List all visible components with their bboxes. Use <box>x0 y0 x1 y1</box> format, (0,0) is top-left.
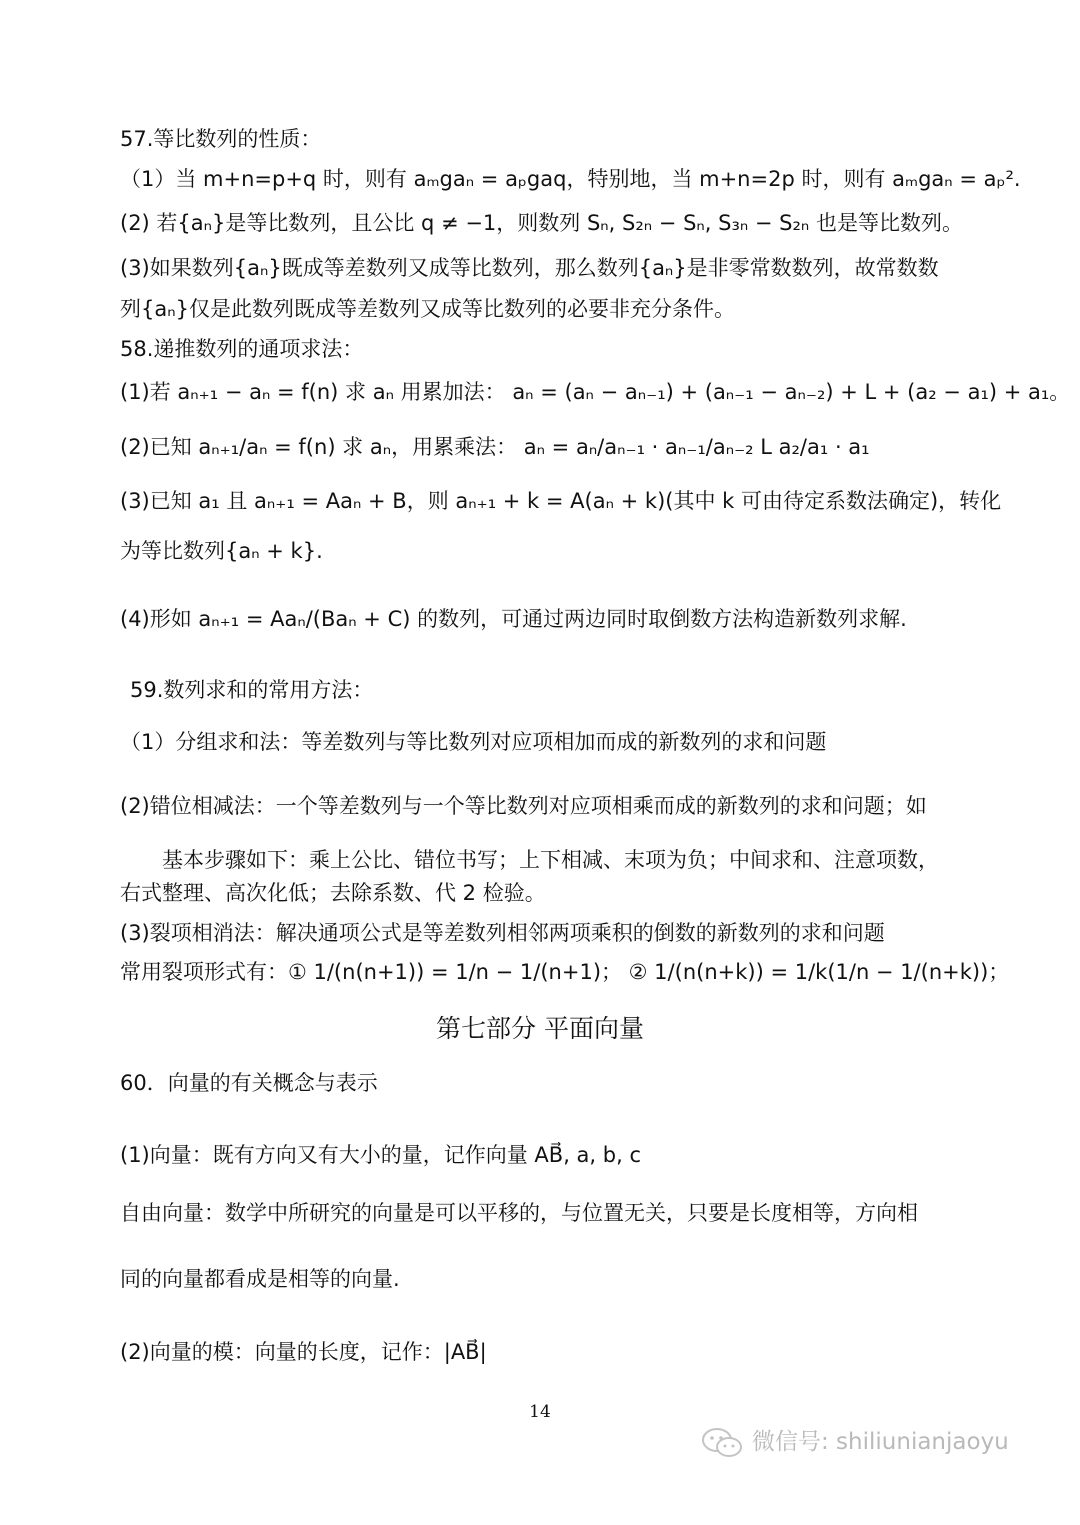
item-59-method-2: (2)错位相减法：一个等差数列与一个等比数列对应项相乘而成的新数列的求和问题；如 <box>120 794 927 818</box>
item-58-title: 58.递推数列的通项求法： <box>120 337 364 361</box>
item-60-title: 60．向量的有关概念与表示 <box>120 1071 378 1095</box>
page-number: 14 <box>529 1402 551 1422</box>
item-57-title: 57.等比数列的性质： <box>120 127 322 151</box>
item-59-split-forms: 常用裂项形式有：① 1/(n(n+1)) = 1/n − 1/(n+1)； ② 1/(n(n+k)) = 1/k(1/n − 1/(n+k))； <box>120 960 1010 984</box>
item-59-steps-a: 基本步骤如下：乘上公比、错位书写；上下相减、末项为负；中间求和、注意项数， <box>162 848 939 872</box>
wechat-icon <box>700 1427 744 1459</box>
item-58-method-4: (4)形如 aₙ₊₁ = Aaₙ/(Baₙ + C) 的数列，可通过两边同时取倒数方法构造新数列求解. <box>120 607 907 631</box>
item-60-vector-def: (1)向量：既有方向又有大小的量，记作向量 AB⃗, a, b, c <box>120 1143 641 1167</box>
item-59-method-3: (3)裂项相消法：解决通项公式是等差数列相邻两项乘积的倒数的新数列的求和问题 <box>120 921 885 945</box>
item-57-property-3a: (3)如果数列{aₙ}既成等差数列又成等比数列，那么数列{aₙ}是非零常数数列，故常数数 <box>120 256 939 280</box>
item-58-method-3a: (3)已知 a₁ 且 aₙ₊₁ = Aaₙ + B，则 aₙ₊₁ + k = A(aₙ + k)(其中 k 可由待定系数法确定)，转化 <box>120 489 1002 513</box>
item-60-free-vector-b: 同的向量都看成是相等的向量. <box>120 1267 400 1291</box>
item-58-method-2: (2)已知 aₙ₊₁/aₙ = f(n) 求 aₙ，用累乘法： aₙ = aₙ/aₙ₋₁ · aₙ₋₁/aₙ₋₂ L a₂/a₁ · a₁ <box>120 435 870 459</box>
watermark-text: 微信号: shiliunianjaoyu <box>752 1429 1009 1455</box>
item-57-property-1: （1）当 m+n=p+q 时，则有 aₘgaₙ = aₚgaq，特别地，当 m+n=2p 时，则有 aₘgaₙ = aₚ². <box>120 167 1021 191</box>
item-57-property-3b: 列{aₙ}仅是此数列既成等差数列又成等比数列的必要非充分条件。 <box>120 297 735 321</box>
watermark <box>700 1422 1060 1462</box>
item-58-method-3b: 为等比数列{aₙ + k}. <box>120 539 323 563</box>
item-57-property-2: (2) 若{aₙ}是等比数列，且公比 q ≠ −1，则数列 Sₙ, S₂ₙ − Sₙ, S₃ₙ − S₂ₙ 也是等比数列。 <box>120 211 963 235</box>
item-59-method-1: （1）分组求和法：等差数列与等比数列对应项相加而成的新数列的求和问题 <box>120 730 827 754</box>
item-58-method-1: (1)若 aₙ₊₁ − aₙ = f(n) 求 aₙ 用累加法： aₙ = (aₙ − aₙ₋₁) + (aₙ₋₁ − aₙ₋₂) + L + (a₂ − a₁) + a₁。 <box>120 380 1071 404</box>
item-60-vector-modulus: (2)向量的模：向量的长度，记作：|AB⃗| <box>120 1340 487 1364</box>
item-59-steps-b: 右式整理、高次化低；去除系数、代 2 检验。 <box>120 881 546 905</box>
item-60-free-vector-a: 自由向量：数学中所研究的向量是可以平移的，与位置无关，只要是长度相等，方向相 <box>120 1201 918 1225</box>
item-59-title: 59.数列求和的常用方法： <box>130 678 374 702</box>
section-heading: 第七部分 平面向量 <box>436 1014 644 1043</box>
